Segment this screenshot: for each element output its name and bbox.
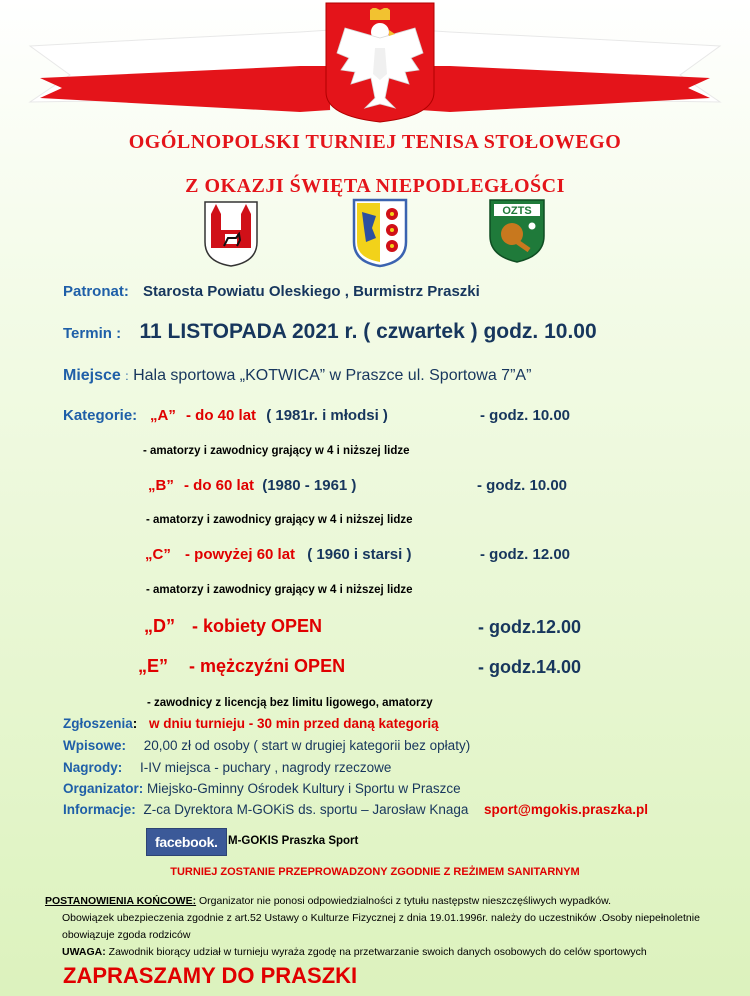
miejsce-value: Hala sportowa „KOTWICA” w Praszce ul. Sportowa 7”A”: [133, 367, 532, 384]
olesno-county-coat-of-arms-icon: [352, 198, 408, 268]
patronat-value: Starosta Powiatu Oleskiego , Burmistrz Praszki: [143, 283, 480, 300]
zgloszenia-label: Zgłoszenia: [63, 716, 133, 731]
category-c: [145, 546, 411, 563]
category-b-desc: - do 60 lat: [184, 477, 255, 494]
category-e-code: „E”: [138, 656, 169, 676]
category-e-time: - godz.14.00: [478, 657, 582, 677]
category-b-years: (1980 - 1961 ): [262, 477, 357, 494]
uwaga-label: UWAGA:: [62, 946, 106, 958]
category-d: [144, 616, 322, 637]
title-line-1: OGÓLNOPOLSKI TURNIEJ TENISA STOŁOWEGO: [128, 131, 622, 153]
wpisowe-row: [63, 738, 470, 753]
praszka-coat-of-arms-icon: [203, 200, 259, 268]
kategorie-label: Kategorie:: [63, 407, 138, 424]
title-line-2: Z OKAZJI ŚWIĘTA NIEPODLEGŁOŚCI: [185, 175, 565, 197]
postanowienia-text-1: Organizator nie ponosi odpowiedzialności z tytułu następstw nieszczęśliwych wypadków.: [199, 895, 612, 907]
category-a-years: ( 1981r. i młodsi ): [266, 407, 388, 424]
sanitary-notice: TURNIEJ ZOSTANIE PRZEPROWADZONY ZGODNIE Z REŻIMEM SANITARNYM: [170, 866, 580, 878]
category-d-desc: - kobiety OPEN: [192, 616, 323, 636]
ozts-logo-icon: [488, 198, 546, 264]
category-b-time: - godz. 10.00: [477, 477, 568, 494]
patronat-label: Patronat:: [63, 283, 129, 300]
category-c-time: - godz. 12.00: [480, 546, 571, 563]
zgloszenia-colon: :: [132, 716, 138, 731]
category-b-code: „B”: [148, 477, 174, 494]
ozts-logo-text: OZTS: [502, 205, 532, 217]
uwaga-text: Zawodnik biorący udział w turnieju wyraża zgodę na przetwarzanie swoich danych osobowych do celów sportowych: [108, 946, 647, 958]
category-a-note: - amatorzy i zawodnicy grający w 4 i niższej lidze: [143, 445, 410, 457]
wpisowe-value: 20,00 zł od osoby ( start w drugiej kategorii bez opłaty): [143, 738, 471, 753]
termin-label: Termin :: [63, 325, 122, 342]
category-a-code: „A”: [150, 407, 176, 424]
termin-value: 11 LISTOPADA 2021 r. ( czwartek ) godz. 10.00: [139, 320, 597, 343]
miejsce-label: Miejsce: [63, 367, 121, 384]
postanowienia-line-1: [45, 895, 611, 907]
wpisowe-label: Wpisowe:: [63, 738, 126, 753]
category-a-time: - godz. 10.00: [480, 407, 571, 424]
category-d-code: „D”: [144, 616, 175, 636]
organizator-row: [63, 781, 461, 796]
polish-eagle-icon: [335, 8, 425, 116]
informacje-label: Informacje:: [63, 802, 136, 817]
zgloszenia-row: [63, 716, 439, 731]
category-e-desc: - mężczyźni OPEN: [189, 656, 346, 676]
organizator-value: Miejsko-Gminny Ośrodek Kultury i Sportu w Praszce: [147, 781, 461, 796]
category-b-note: - amatorzy i zawodnicy grający w 4 i niższej lidze: [146, 514, 413, 526]
informacje-value: Z-ca Dyrektora M-GOKiS ds. sportu – Jarosław Knaga: [143, 802, 469, 817]
category-c-code: „C”: [145, 546, 171, 563]
category-d-time: - godz.12.00: [478, 617, 582, 637]
patronat-row: [63, 283, 480, 300]
category-c-desc: - powyżej 60 lat: [185, 546, 296, 563]
category-e: [138, 656, 345, 677]
miejsce-row: [63, 367, 531, 385]
termin-row: [63, 320, 597, 344]
informacje-row: [63, 802, 468, 817]
organizator-label: Organizator:: [63, 781, 144, 796]
category-c-years: ( 1960 i starsi ): [307, 546, 412, 563]
postanowienia-line-3: obowiązuje zgoda rodziców: [62, 929, 191, 941]
nagrody-label: Nagrody:: [63, 760, 123, 775]
facebook-badge[interactable]: facebook.: [146, 828, 227, 856]
category-a-desc: - do 40 lat: [186, 407, 257, 424]
postanowienia-label: POSTANOWIENIA KOŃCOWE:: [45, 895, 197, 907]
footer-invitation: ZAPRASZAMY DO PRASZKI: [63, 963, 358, 988]
category-c-note: - amatorzy i zawodnicy grający w 4 i niższej lidze: [146, 584, 413, 596]
facebook-page-name: M-GOKIS Praszka Sport: [228, 835, 359, 847]
category-b: [148, 477, 356, 494]
category-e-note: - zawodnicy z licencją bez limitu ligowego, amatorzy: [147, 697, 433, 709]
nagrody-value: I-IV miejsca - puchary , nagrody rzeczowe: [140, 760, 392, 775]
zgloszenia-value: w dniu turnieju - 30 min przed daną kategorią: [149, 716, 439, 731]
uwaga-line: [62, 946, 647, 958]
miejsce-sep: :: [125, 369, 129, 383]
contact-email-link[interactable]: sport@mgokis.praszka.pl: [484, 802, 648, 817]
nagrody-row: [63, 760, 391, 775]
postanowienia-line-2: Obowiązek ubezpieczenia zgodnie z art.52 Ustawy o Kulturze Fizycznej z dnia 19.01.1996r. należy do uczestników .Osoby niepełnoletnie: [62, 912, 700, 924]
category-a: [150, 407, 388, 424]
